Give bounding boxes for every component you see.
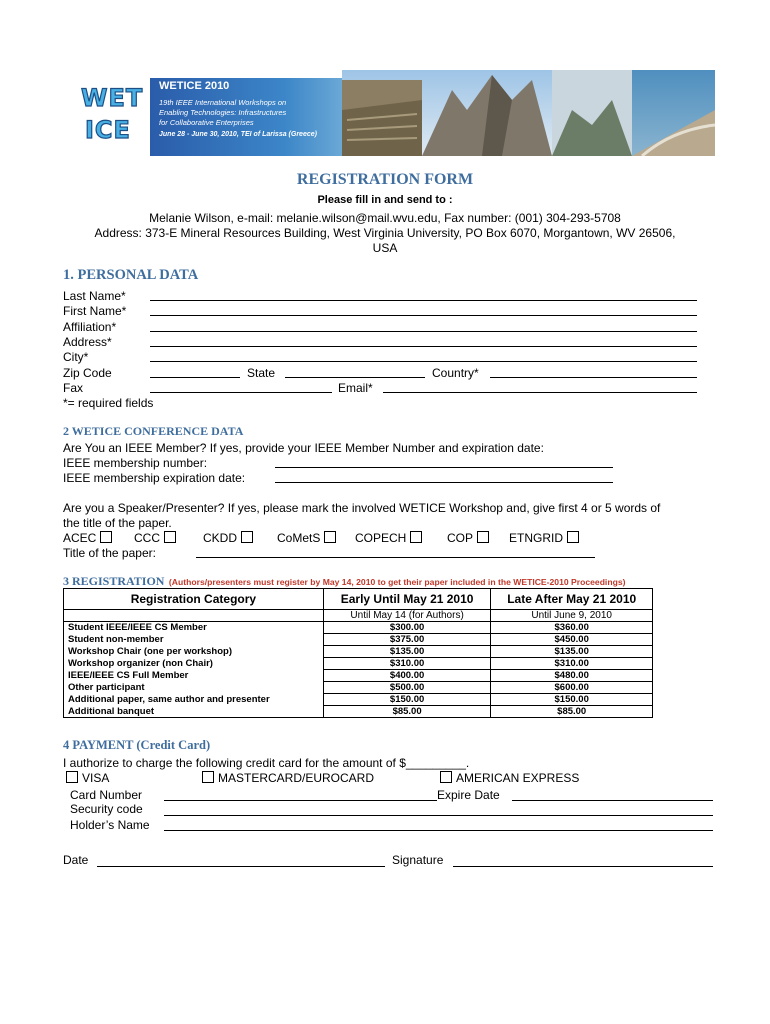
address-label: Address* <box>63 335 112 349</box>
mastercard-label: MASTERCARD/EUROCARD <box>218 771 375 785</box>
fax-field[interactable] <box>150 392 332 393</box>
late-price-cell: $85.00 <box>491 706 653 718</box>
card-visa[interactable] <box>66 771 109 785</box>
category-cell: IEEE/IEEE CS Full Member <box>64 670 324 682</box>
workshop-copech-label: COPECH <box>355 531 407 545</box>
category-cell: Workshop organizer (non Chair) <box>64 658 324 670</box>
card-mastercard[interactable] <box>198 771 374 785</box>
table-row <box>64 670 653 682</box>
country-field[interactable] <box>490 377 697 378</box>
banner-line-3: for Collaborative Enterprises <box>159 118 254 127</box>
speaker-question-line-1: Are you a Speaker/Presenter? If yes, please mark the involved WETICE Workshop and, give first 4 or 5 words of <box>63 501 661 515</box>
form-subtitle: Please fill in and send to : <box>317 194 453 206</box>
paper-title-field[interactable] <box>196 557 595 558</box>
workshop-copech[interactable] <box>355 531 426 545</box>
last-name-field[interactable] <box>150 300 697 301</box>
first-name-field[interactable] <box>150 315 697 316</box>
banner-title: WETICE 2010 <box>159 80 230 92</box>
logo-bottom: ICE <box>85 116 131 144</box>
workshop-acec-label: ACEC <box>63 531 97 545</box>
holder-name-field[interactable] <box>164 830 713 831</box>
checkbox-copech[interactable] <box>410 531 422 543</box>
state-label: State <box>247 366 276 380</box>
col-early: Early Until May 21 2010 <box>323 589 491 610</box>
security-code-field[interactable] <box>164 815 713 816</box>
workshop-comets[interactable] <box>277 531 340 545</box>
early-price-cell: $300.00 <box>323 622 491 634</box>
security-code-label: Security code <box>70 802 143 816</box>
workshop-ccc-label: CCC <box>134 531 160 545</box>
email-label: Email* <box>338 381 373 395</box>
membership-expiration-field[interactable] <box>275 482 613 483</box>
first-name-label: First Name* <box>63 304 127 318</box>
early-price-cell: $135.00 <box>323 646 491 658</box>
checkbox-etngrid[interactable] <box>567 531 579 543</box>
workshop-ckdd[interactable] <box>203 531 257 545</box>
zip-label: Zip Code <box>63 366 112 380</box>
checkbox-amex[interactable] <box>440 771 452 783</box>
category-cell: Additional banquet <box>64 706 324 718</box>
authorize-text: I authorize to charge the following credit card for the amount of $_________. <box>63 756 470 770</box>
table-row <box>64 622 653 634</box>
late-price-cell: $450.00 <box>491 634 653 646</box>
early-price-cell: $500.00 <box>323 682 491 694</box>
wetice-logo <box>63 78 147 152</box>
expire-date-label: Expire Date <box>437 788 500 802</box>
banner-photos <box>342 70 715 156</box>
membership-number-label: IEEE membership number: <box>63 456 208 470</box>
checkbox-ccc[interactable] <box>164 531 176 543</box>
contact-line-3: USA <box>372 241 398 255</box>
late-price-cell: $600.00 <box>491 682 653 694</box>
subheader-blank <box>64 610 324 622</box>
category-cell: Workshop Chair (one per workshop) <box>64 646 324 658</box>
late-price-cell: $310.00 <box>491 658 653 670</box>
workshop-etngrid-label: ETNGRID <box>509 531 563 545</box>
banner-line-2: Enabling Technologies: Infrastructures <box>159 108 287 117</box>
form-title: REGISTRATION FORM <box>296 171 474 188</box>
city-label: City* <box>63 350 89 364</box>
table-row <box>64 646 653 658</box>
registration-rows <box>64 622 653 718</box>
banner-line-1: 19th IEEE International Workshops on <box>159 98 287 107</box>
table-subheader-row <box>64 610 653 622</box>
city-field[interactable] <box>150 361 697 362</box>
contact-line-2: Address: 373-E Mineral Resources Building, West Virginia University, PO Box 6070, Morgantown, WV 26506, <box>94 226 676 240</box>
payment-heading: 4 PAYMENT (Credit Card) <box>63 738 211 752</box>
required-note: *= required fields <box>63 396 154 410</box>
table-row <box>64 658 653 670</box>
col-late: Late After May 21 2010 <box>491 589 653 610</box>
state-field[interactable] <box>285 377 425 378</box>
address-field[interactable] <box>150 346 697 347</box>
workshop-comets-label: CoMetS <box>277 531 321 545</box>
speaker-question-line-2: the title of the paper. <box>63 516 172 530</box>
checkbox-acec[interactable] <box>100 531 112 543</box>
checkbox-visa[interactable] <box>66 771 78 783</box>
card-number-label: Card Number <box>70 788 143 802</box>
early-price-cell: $150.00 <box>323 694 491 706</box>
date-field[interactable] <box>97 866 385 867</box>
workshop-ckdd-label: CKDD <box>203 531 238 545</box>
late-price-cell: $480.00 <box>491 670 653 682</box>
expire-date-field[interactable] <box>512 800 713 801</box>
amex-label: AMERICAN EXPRESS <box>456 771 580 785</box>
membership-number-field[interactable] <box>275 467 613 468</box>
date-label: Date <box>63 853 89 867</box>
early-price-cell: $85.00 <box>323 706 491 718</box>
workshop-cop-label: COP <box>447 531 474 545</box>
fax-label: Fax <box>63 381 84 395</box>
country-label: Country* <box>432 366 479 380</box>
table-header-row <box>64 589 653 610</box>
banner-band <box>150 78 342 156</box>
col-category: Registration Category <box>64 589 324 610</box>
checkbox-cop[interactable] <box>477 531 489 543</box>
late-price-cell: $360.00 <box>491 622 653 634</box>
membership-expiration-label: IEEE membership expiration date: <box>63 471 246 485</box>
workshop-acec[interactable] <box>63 531 116 545</box>
banner-photo-collage <box>342 70 715 156</box>
signature-field[interactable] <box>453 866 713 867</box>
checkbox-ckdd[interactable] <box>241 531 253 543</box>
category-cell: Additional paper, same author and presenter <box>64 694 324 706</box>
workshop-ccc[interactable] <box>134 531 180 545</box>
checkbox-comets[interactable] <box>324 531 336 543</box>
card-number-field[interactable] <box>164 800 437 801</box>
early-price-cell: $310.00 <box>323 658 491 670</box>
signature-label: Signature <box>392 853 444 867</box>
holder-name-label: Holder’s Name <box>70 818 150 832</box>
category-cell: Student IEEE/IEEE CS Member <box>64 622 324 634</box>
checkbox-mastercard[interactable] <box>202 771 214 783</box>
banner-line-4: June 28 - June 30, 2010, TEI of Larissa (Greece) <box>159 131 317 138</box>
early-subheader: Until May 14 (for Authors) <box>323 610 491 622</box>
email-field[interactable] <box>383 392 697 393</box>
last-name-label: Last Name* <box>63 289 126 303</box>
paper-title-label: Title of the paper: <box>63 546 156 560</box>
registration-note: (Authors/presenters must register by May 14, 2010 to get their paper included in the WETICE-2010 Proceedings) <box>168 577 626 587</box>
card-amex[interactable] <box>436 771 579 785</box>
early-price-cell: $375.00 <box>323 634 491 646</box>
personal-heading: 1. PERSONAL DATA <box>63 267 199 283</box>
contact-line-1: Melanie Wilson, e-mail: melanie.wilson@mail.wvu.edu, Fax number: (001) 304-293-5708 <box>149 211 621 225</box>
registration-heading: 3 REGISTRATION <box>63 574 165 588</box>
category-cell: Student non-member <box>64 634 324 646</box>
zip-field[interactable] <box>150 377 240 378</box>
ieee-question: Are You an IEEE Member? If yes, provide your IEEE Member Number and expiration date: <box>63 441 544 455</box>
late-price-cell: $135.00 <box>491 646 653 658</box>
late-price-cell: $150.00 <box>491 694 653 706</box>
conference-heading: 2 WETICE CONFERENCE DATA <box>63 424 244 438</box>
late-subheader: Until June 9, 2010 <box>491 610 653 622</box>
early-price-cell: $400.00 <box>323 670 491 682</box>
workshop-etngrid[interactable] <box>509 531 583 545</box>
affiliation-label: Affiliation* <box>63 320 117 334</box>
table-row <box>64 634 653 646</box>
affiliation-field[interactable] <box>150 331 697 332</box>
table-row <box>64 706 653 718</box>
registration-table <box>63 588 653 718</box>
logo-top: WET <box>81 84 144 112</box>
table-row <box>64 694 653 706</box>
visa-label: VISA <box>82 771 110 785</box>
category-cell: Other participant <box>64 682 324 694</box>
table-row <box>64 682 653 694</box>
workshop-cop[interactable] <box>447 531 493 545</box>
